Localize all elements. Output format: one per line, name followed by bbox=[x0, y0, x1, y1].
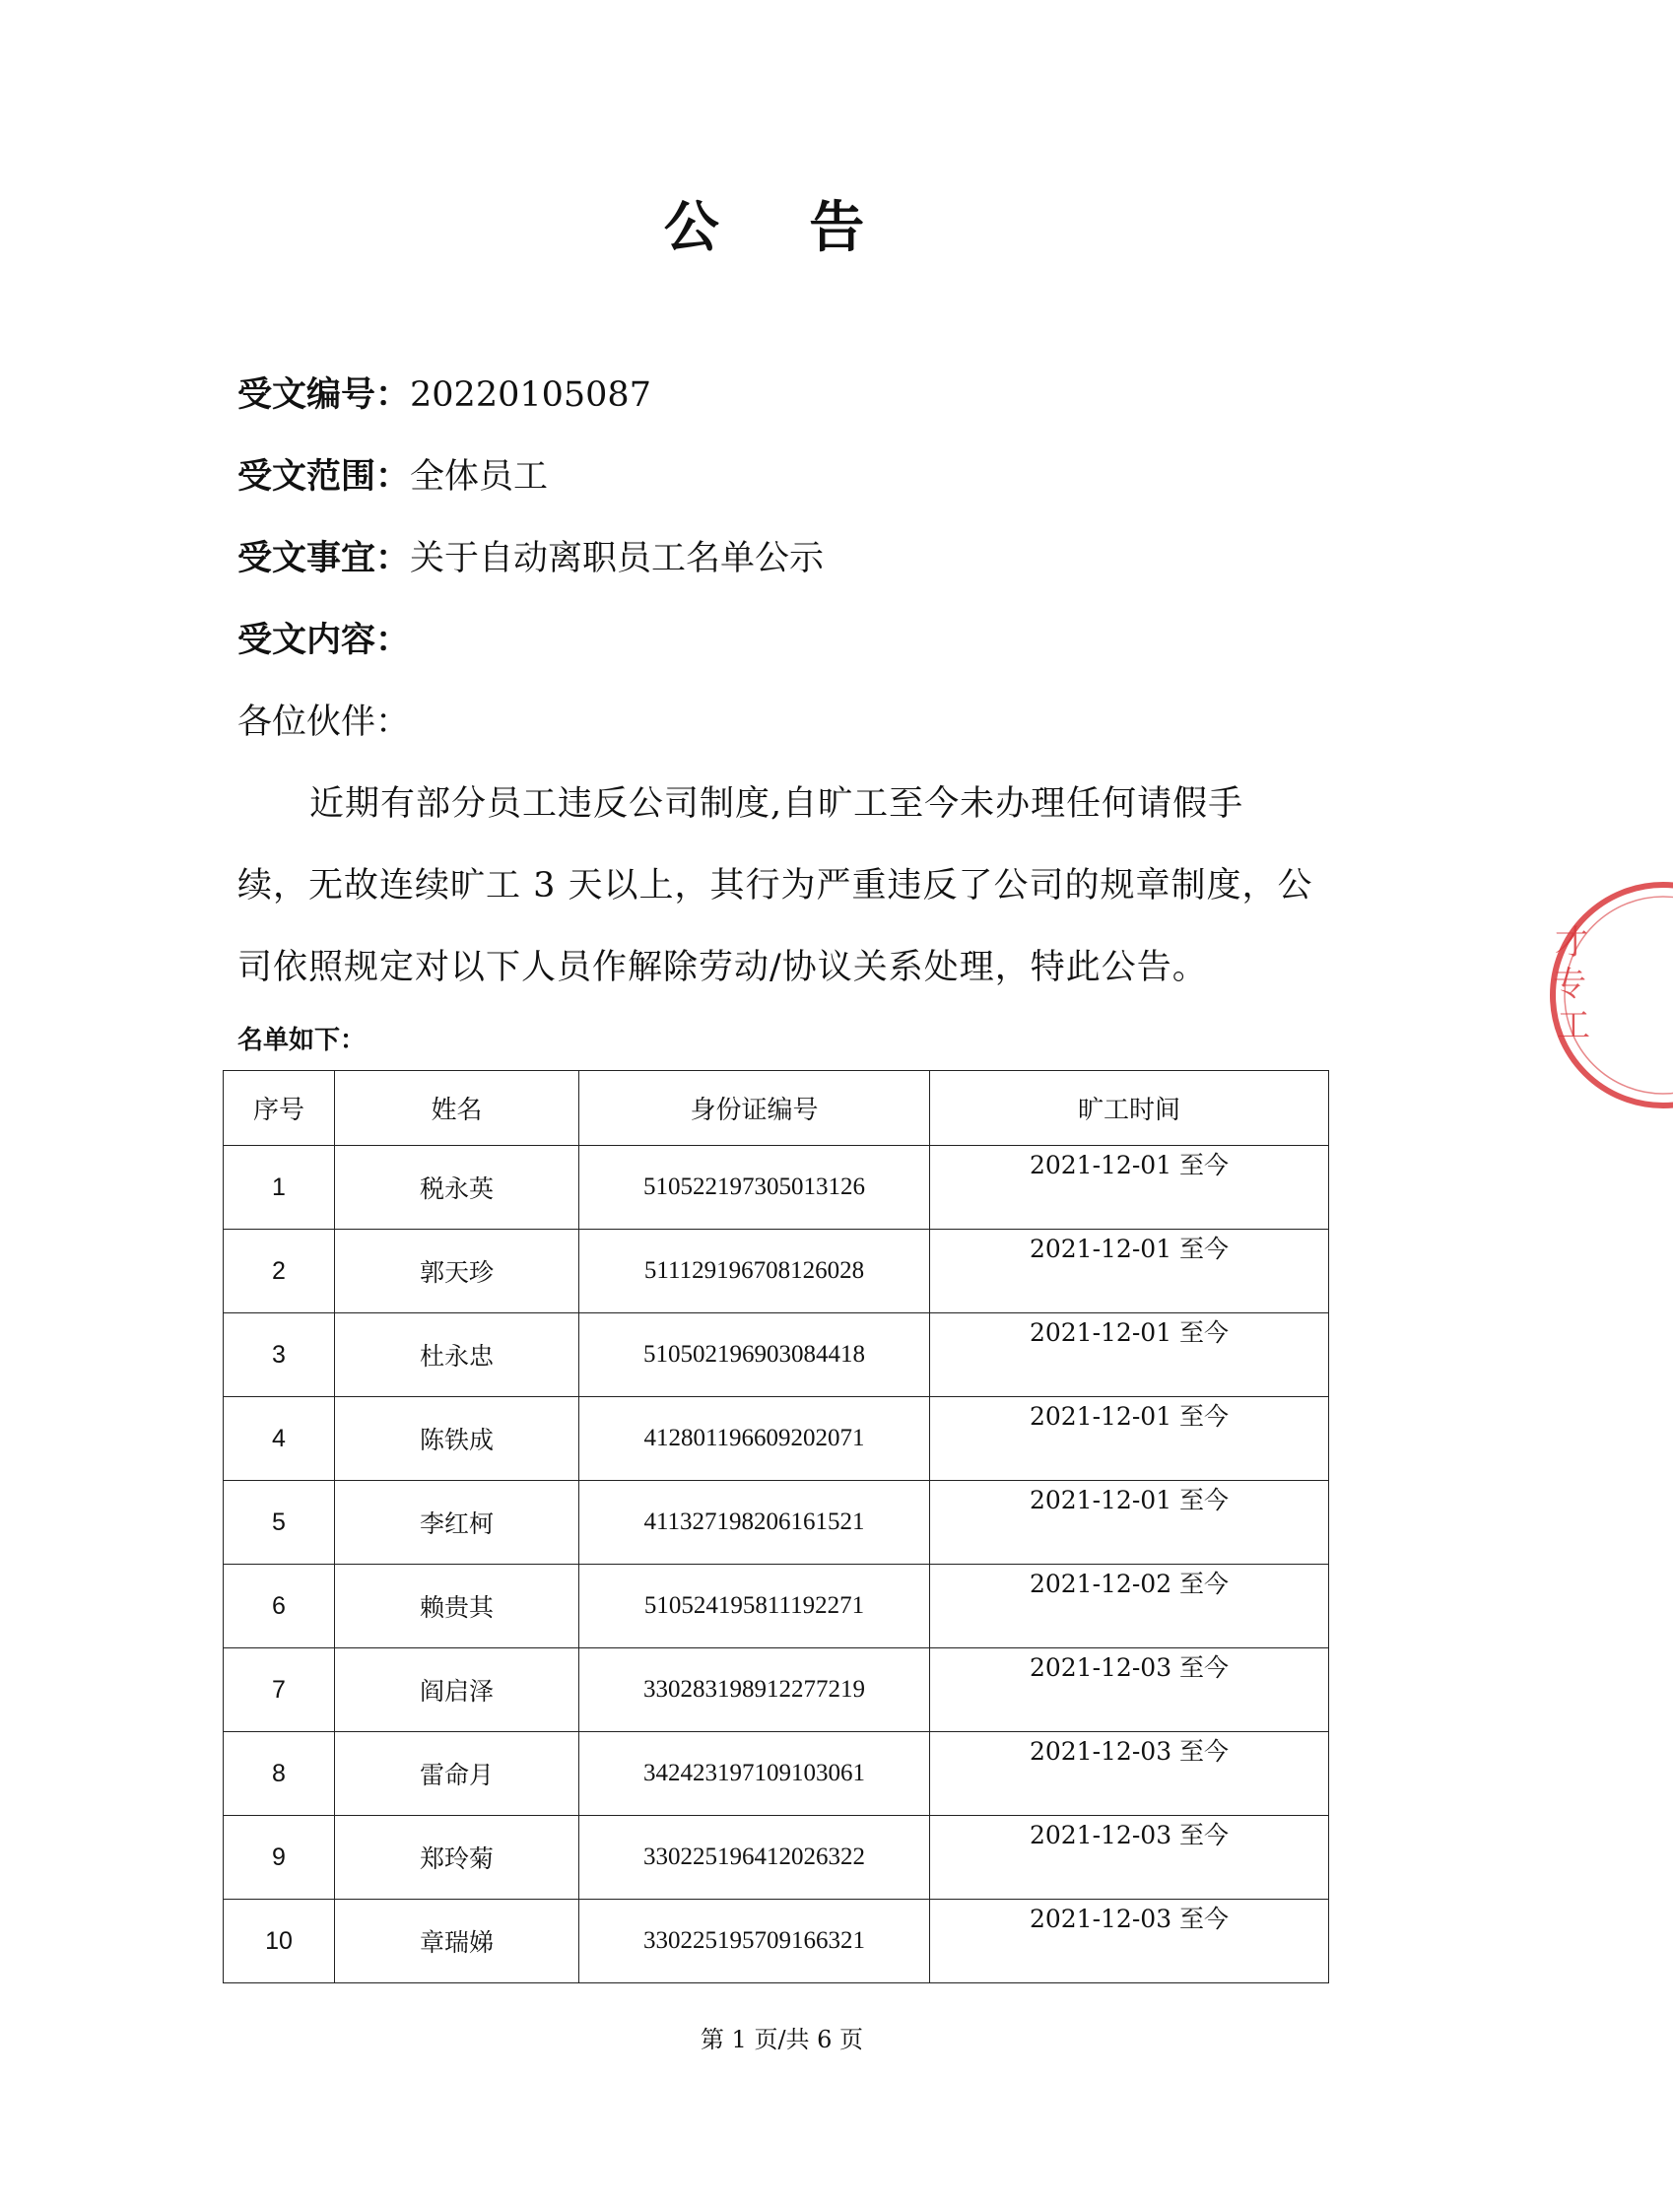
cell-name: 赖贵其 bbox=[335, 1565, 579, 1648]
table-row bbox=[224, 1648, 1329, 1732]
document-title: 公 告 bbox=[663, 196, 901, 260]
cell-name: 阎启泽 bbox=[335, 1648, 579, 1732]
paragraph-line: 续，无故连续旷工 3 天以上，其行为严重违反了公司的规章制度，公 bbox=[237, 866, 1313, 905]
header-name: 姓名 bbox=[335, 1071, 579, 1146]
cell-name: 李红柯 bbox=[335, 1481, 579, 1565]
cell-id-number: 330225196412026322 bbox=[579, 1816, 930, 1900]
cell-id-number: 330283198912277219 bbox=[579, 1648, 930, 1732]
header-absence-time: 旷工时间 bbox=[930, 1071, 1329, 1146]
cell-id-number: 511129196708126028 bbox=[579, 1230, 930, 1313]
table-row bbox=[224, 1230, 1329, 1313]
field-value: 关于自动离职员工名单公示 bbox=[410, 539, 825, 578]
cell-absence-time: 2021-12-01 至今 bbox=[930, 1230, 1329, 1313]
cell-id-number: 342423197109103061 bbox=[579, 1732, 930, 1816]
cell-name: 税永英 bbox=[335, 1146, 579, 1230]
cell-no: 10 bbox=[224, 1900, 335, 1983]
page-footer: 第 1 页/共 6 页 bbox=[700, 2026, 864, 2053]
cell-id-number: 510502196903084418 bbox=[579, 1313, 930, 1397]
field-content bbox=[237, 616, 410, 665]
cell-no: 2 bbox=[224, 1230, 335, 1313]
cell-no: 6 bbox=[224, 1565, 335, 1648]
cell-name: 郭天珍 bbox=[335, 1230, 579, 1313]
roster-table bbox=[223, 1070, 1329, 1983]
cell-no: 4 bbox=[224, 1397, 335, 1481]
cell-id-number: 411327198206161521 bbox=[579, 1481, 930, 1565]
table-header-row bbox=[224, 1071, 1329, 1146]
cell-absence-time: 2021-12-03 至今 bbox=[930, 1732, 1329, 1816]
table-row bbox=[224, 1481, 1329, 1565]
cell-absence-time: 2021-12-03 至今 bbox=[930, 1900, 1329, 1983]
cell-name: 章瑞娣 bbox=[335, 1900, 579, 1983]
cell-no: 1 bbox=[224, 1146, 335, 1230]
header-id: 身份证编号 bbox=[579, 1071, 930, 1146]
table-row bbox=[224, 1397, 1329, 1481]
cell-name: 郑玲菊 bbox=[335, 1816, 579, 1900]
company-seal bbox=[1515, 867, 1673, 1123]
cell-absence-time: 2021-12-01 至今 bbox=[930, 1397, 1329, 1481]
cell-no: 8 bbox=[224, 1732, 335, 1816]
cell-id-number: 412801196609202071 bbox=[579, 1397, 930, 1481]
list-label: 名单如下： bbox=[237, 1026, 367, 1055]
field-scope bbox=[237, 452, 548, 502]
cell-absence-time: 2021-12-01 至今 bbox=[930, 1146, 1329, 1230]
table-row bbox=[224, 1900, 1329, 1983]
field-label: 受文内容： bbox=[237, 621, 411, 660]
cell-name: 杜永忠 bbox=[335, 1313, 579, 1397]
svg-text:才: 才 bbox=[1555, 923, 1588, 963]
table-row bbox=[224, 1732, 1329, 1816]
cell-absence-time: 2021-12-01 至今 bbox=[930, 1481, 1329, 1565]
cell-absence-time: 2021-12-03 至今 bbox=[930, 1648, 1329, 1732]
field-label: 受文事宜： bbox=[237, 539, 411, 578]
field-label: 受文编号： bbox=[237, 375, 411, 415]
table-row bbox=[224, 1565, 1329, 1648]
table-row bbox=[224, 1313, 1329, 1397]
field-value: 全体员工 bbox=[410, 457, 549, 497]
cell-no: 7 bbox=[224, 1648, 335, 1732]
paragraph-line: 司依照规定对以下人员作解除劳动/协议关系处理，特此公告。 bbox=[237, 948, 1208, 987]
cell-no: 5 bbox=[224, 1481, 335, 1565]
table-row bbox=[224, 1146, 1329, 1230]
cell-id-number: 510524195811192271 bbox=[579, 1565, 930, 1648]
cell-name: 陈铁成 bbox=[335, 1397, 579, 1481]
greeting: 各位伙伴： bbox=[237, 703, 411, 742]
svg-text:专: 专 bbox=[1553, 965, 1586, 1004]
field-subject bbox=[237, 534, 824, 583]
cell-absence-time: 2021-12-03 至今 bbox=[930, 1816, 1329, 1900]
header-no: 序号 bbox=[224, 1071, 335, 1146]
field-label: 受文范围： bbox=[237, 457, 411, 497]
cell-absence-time: 2021-12-01 至今 bbox=[930, 1313, 1329, 1397]
cell-name: 雷命月 bbox=[335, 1732, 579, 1816]
field-doc-number bbox=[237, 370, 651, 420]
table-body bbox=[224, 1146, 1329, 1983]
cell-absence-time: 2021-12-02 至今 bbox=[930, 1565, 1329, 1648]
table-row bbox=[224, 1816, 1329, 1900]
svg-text:工: 工 bbox=[1557, 1006, 1590, 1045]
cell-id-number: 510522197305013126 bbox=[579, 1146, 930, 1230]
paragraph-line: 近期有部分员工违反公司制度,自旷工至今未办理任何请假手 bbox=[309, 784, 1244, 824]
cell-no: 9 bbox=[224, 1816, 335, 1900]
field-value: 20220105087 bbox=[410, 375, 651, 415]
cell-id-number: 330225195709166321 bbox=[579, 1900, 930, 1983]
cell-no: 3 bbox=[224, 1313, 335, 1397]
